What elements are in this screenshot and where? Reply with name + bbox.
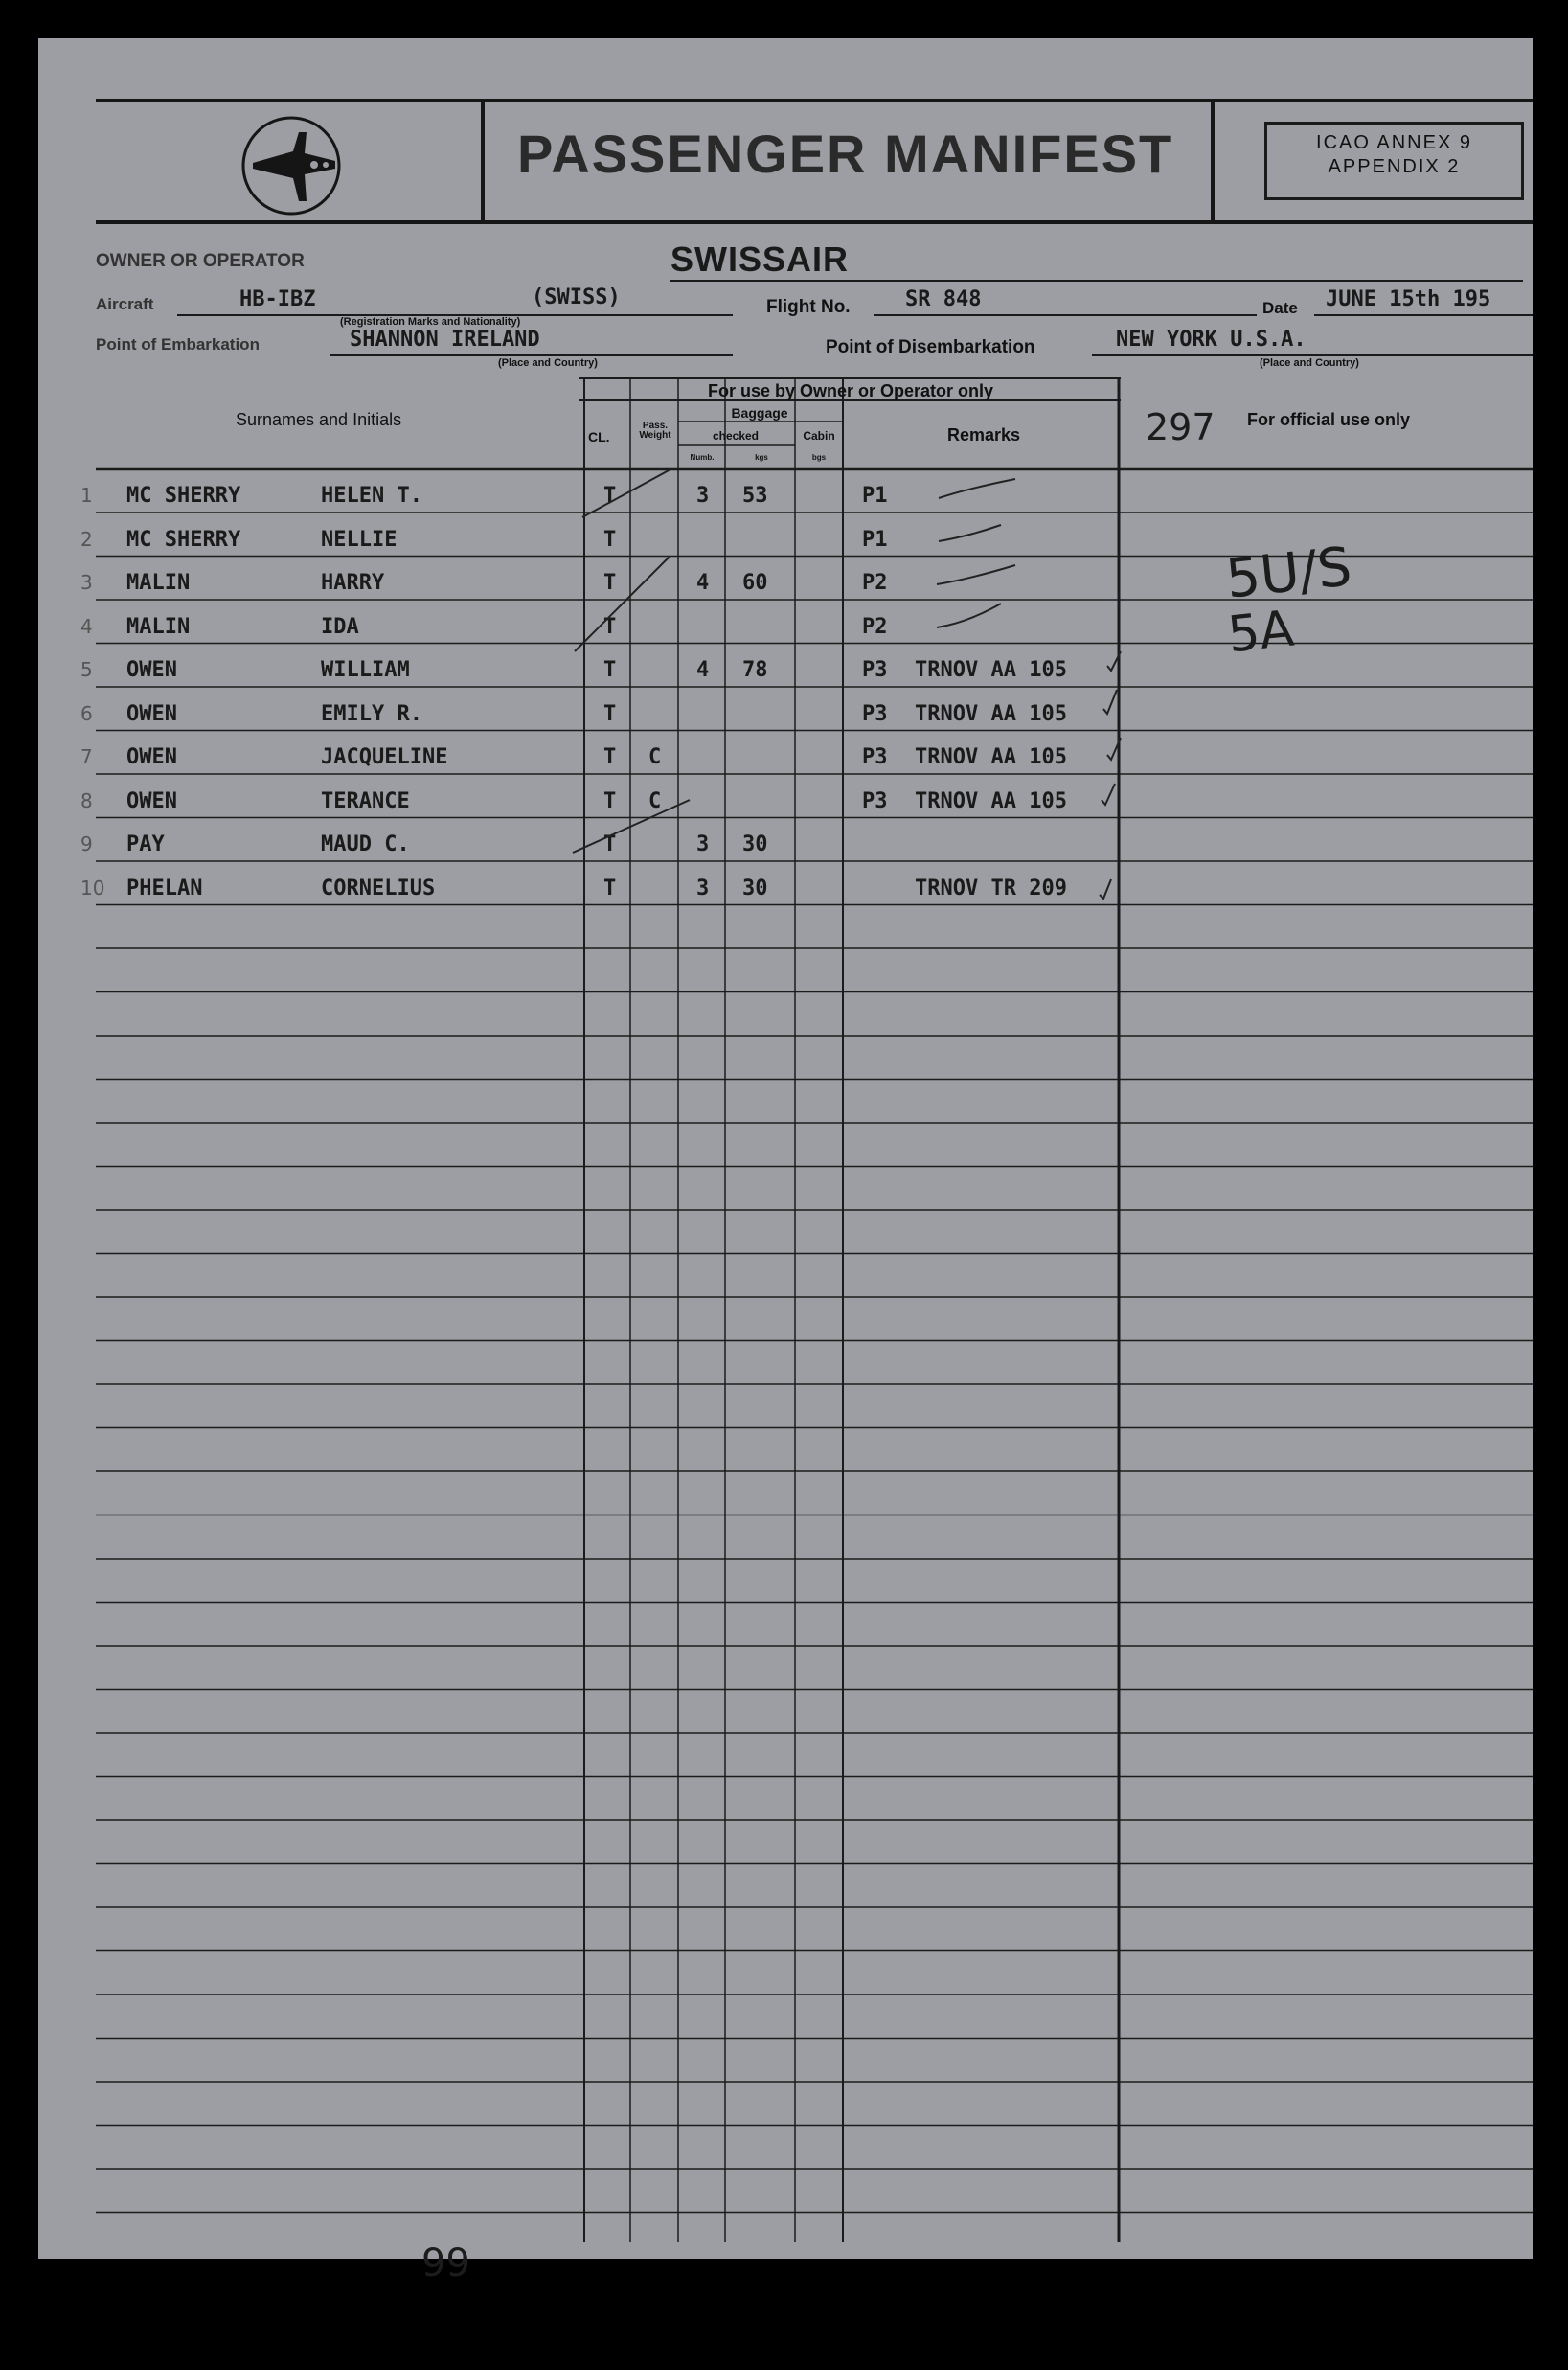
aircraft-label: Aircraft bbox=[96, 295, 154, 313]
date-value: JUNE 15th 195 bbox=[1326, 287, 1491, 311]
passenger-weight: C bbox=[648, 788, 662, 813]
remarks-code: P2 bbox=[862, 614, 888, 639]
embarkation-value: SHANNON IRELAND bbox=[350, 328, 540, 352]
slash-mark-2 bbox=[575, 556, 670, 651]
passenger-class: T bbox=[603, 484, 617, 508]
passenger-surname: OWEN bbox=[126, 701, 177, 726]
passenger-class: T bbox=[603, 832, 617, 856]
baggage-count: 4 bbox=[696, 658, 710, 682]
baggage-kgs: 60 bbox=[742, 571, 768, 595]
passenger-class: T bbox=[603, 614, 617, 639]
baggage-count: 3 bbox=[696, 484, 710, 508]
official-note-1: 5U/S bbox=[1222, 536, 1355, 611]
baggage-kgs: 30 bbox=[742, 832, 768, 856]
registration-caption: (Registration Marks and Nationality) bbox=[340, 316, 521, 328]
passenger-surname: MALIN bbox=[126, 614, 191, 639]
row-number: 4 bbox=[80, 614, 93, 638]
passenger-class: T bbox=[603, 745, 617, 769]
remarks-text: TRNOV AA 105 bbox=[915, 788, 1067, 813]
slash-mark-1 bbox=[582, 469, 670, 517]
passenger-given-name: NELLIE bbox=[321, 527, 398, 552]
col-header-remarks: Remarks bbox=[946, 425, 1021, 444]
remarks-code: P3 bbox=[862, 745, 888, 769]
col-header-cl: CL. bbox=[588, 429, 610, 444]
row-number: 1 bbox=[80, 484, 93, 507]
passenger-surname: PAY bbox=[126, 832, 165, 856]
baggage-count: 3 bbox=[696, 876, 710, 900]
col-header-official: For official use only bbox=[1247, 410, 1411, 429]
col-header-baggage: Baggage bbox=[731, 405, 788, 421]
col-header-kgs: kgs bbox=[755, 453, 768, 462]
baggage-count: 4 bbox=[696, 571, 710, 595]
passenger-surname: MALIN bbox=[126, 571, 191, 595]
official-note-2: 5A bbox=[1225, 600, 1297, 665]
col-header-cabin: Cabin bbox=[803, 429, 835, 443]
owner-value: SWISSAIR bbox=[670, 239, 850, 279]
remarks-code: P3 bbox=[862, 788, 888, 813]
passenger-surname: OWEN bbox=[126, 745, 177, 769]
flight-value: SR 848 bbox=[905, 287, 982, 311]
col-header-owner-group: For use by Owner or Operator only bbox=[707, 381, 994, 400]
date-label: Date bbox=[1262, 299, 1298, 317]
row-number: 10 bbox=[80, 876, 105, 900]
passenger-surname: MC SHERRY bbox=[126, 527, 241, 552]
col-header-pass-weight: Pass. Weight bbox=[639, 421, 671, 441]
remarks-code: P1 bbox=[862, 484, 888, 508]
remarks-text: TRNOV TR 209 bbox=[915, 876, 1067, 900]
slash-mark-3 bbox=[573, 800, 690, 853]
passenger-surname: OWEN bbox=[126, 788, 177, 813]
remarks-code: P3 bbox=[862, 701, 888, 726]
passenger-weight: C bbox=[648, 745, 662, 769]
annex-line-1: ICAO ANNEX 9 bbox=[1316, 132, 1472, 153]
owner-label: OWNER OR OPERATOR bbox=[96, 251, 305, 271]
passenger-class: T bbox=[603, 527, 617, 552]
row-number: 3 bbox=[80, 571, 93, 594]
row-number: 2 bbox=[80, 527, 93, 551]
aircraft-nationality: (SWISS) bbox=[532, 285, 621, 309]
official-number: 297 bbox=[1146, 406, 1216, 448]
row-number: 8 bbox=[80, 788, 93, 812]
baggage-count: 3 bbox=[696, 832, 710, 856]
passenger-class: T bbox=[603, 876, 617, 900]
passenger-surname: PHELAN bbox=[126, 876, 203, 900]
baggage-kgs: 53 bbox=[742, 484, 768, 508]
passenger-surname: OWEN bbox=[126, 658, 177, 682]
passenger-given-name: TERANCE bbox=[321, 788, 410, 813]
passenger-given-name: EMILY R. bbox=[321, 701, 422, 726]
passenger-class: T bbox=[603, 701, 617, 726]
row-number: 9 bbox=[80, 832, 93, 855]
aircraft-value: HB-IBZ bbox=[239, 287, 316, 311]
col-header-names: Surnames and Initials bbox=[236, 410, 402, 429]
passenger-given-name: HELEN T. bbox=[321, 484, 422, 508]
annex-line-2: APPENDIX 2 bbox=[1328, 156, 1461, 177]
passenger-given-name: HARRY bbox=[321, 571, 385, 595]
col-header-cabin-bags: bgs bbox=[811, 453, 827, 462]
footer-scribble: 99 bbox=[421, 2242, 470, 2286]
passenger-given-name: JACQUELINE bbox=[321, 745, 448, 769]
disembarkation-value: NEW YORK U.S.A. bbox=[1116, 328, 1307, 352]
disembarkation-caption: (Place and Country) bbox=[1260, 357, 1359, 369]
row-number: 6 bbox=[80, 701, 93, 725]
baggage-kgs: 78 bbox=[742, 658, 768, 682]
remarks-code: P2 bbox=[862, 571, 888, 595]
remarks-code: P3 bbox=[862, 658, 888, 682]
passenger-given-name: IDA bbox=[321, 614, 359, 639]
passenger-class: T bbox=[603, 788, 617, 813]
remarks-code: P1 bbox=[862, 527, 888, 552]
passenger-class: T bbox=[603, 658, 617, 682]
remarks-text: TRNOV AA 105 bbox=[915, 701, 1067, 726]
row-number: 7 bbox=[80, 745, 93, 768]
embarkation-caption: (Place and Country) bbox=[498, 357, 598, 369]
remarks-text: TRNOV AA 105 bbox=[915, 745, 1067, 769]
passenger-given-name: WILLIAM bbox=[321, 658, 410, 682]
page-title: PASSENGER MANIFEST bbox=[517, 124, 1174, 184]
baggage-kgs: 30 bbox=[742, 876, 768, 900]
col-header-number: Numb. bbox=[690, 453, 715, 462]
passenger-surname: MC SHERRY bbox=[126, 484, 241, 508]
col-header-checked: checked bbox=[712, 429, 760, 443]
passenger-class: T bbox=[603, 571, 617, 595]
passenger-given-name: MAUD C. bbox=[321, 832, 410, 856]
row-number: 5 bbox=[80, 658, 93, 681]
remarks-text: TRNOV AA 105 bbox=[915, 658, 1067, 682]
flight-label: Flight No. bbox=[766, 297, 851, 317]
passenger-given-name: CORNELIUS bbox=[321, 876, 436, 900]
embarkation-label: Point of Embarkation bbox=[96, 335, 260, 353]
disembarkation-label: Point of Disembarkation bbox=[826, 337, 1035, 357]
